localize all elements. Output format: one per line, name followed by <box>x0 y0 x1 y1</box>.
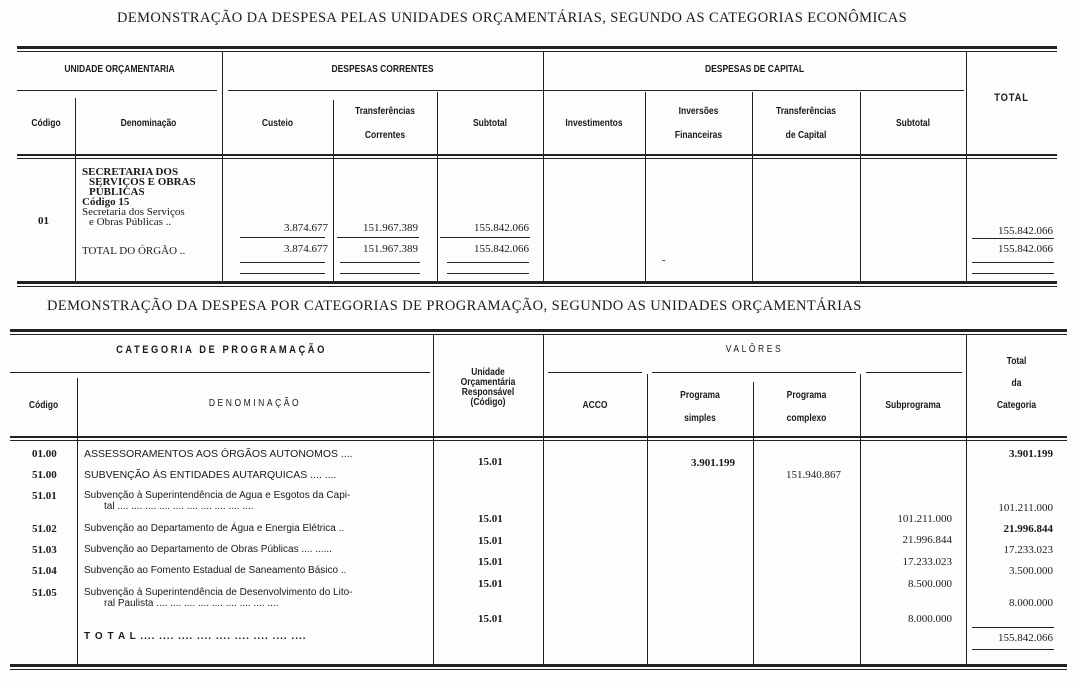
unidade-code: 15.01 <box>478 456 503 468</box>
unidade-code: 15.01 <box>478 578 503 590</box>
header-denominacao: Denominação <box>120 118 177 129</box>
total-categoria-value: 8.000.000 <box>1009 597 1053 609</box>
row-denominacao-line: e Obras Públicas .. <box>89 216 172 228</box>
header-total-categoria: Categoria <box>996 400 1037 411</box>
row-denominacao: Subvenção ao Departamento de Obras Públicas .... ...... <box>84 544 332 555</box>
col-divider <box>966 335 967 664</box>
header-unidade: UNIDADE ORÇAMENTARIA <box>64 64 175 75</box>
rule <box>652 372 856 373</box>
rule <box>17 90 217 91</box>
header-custeio: Custeio <box>261 118 294 129</box>
rule <box>17 46 1057 49</box>
orgao-name <box>82 167 196 207</box>
row-total: 155.842.066 <box>998 225 1053 237</box>
col-divider <box>860 92 861 281</box>
header-codigo: Código <box>28 400 59 411</box>
double-line <box>340 273 420 274</box>
double-line <box>972 273 1054 274</box>
row-denominacao: Subvenção ao Departamento de Água e Energia Elétrica .. <box>84 523 345 534</box>
header-transf-correntes: Correntes <box>364 130 406 141</box>
sum-line <box>240 237 325 238</box>
rule <box>10 372 430 373</box>
header-inversoes: Financeiras <box>674 130 723 141</box>
row-denominacao-cont: ral Paulista .... .... .... .... .... .... .... .... .... <box>104 598 279 609</box>
header-subtotal-capital: Subtotal <box>896 118 930 129</box>
sum-line <box>440 237 530 238</box>
header-unidade-line: Orçamentária <box>460 377 516 388</box>
rule <box>17 158 1057 159</box>
sum-line <box>337 237 419 238</box>
subprograma-value: 101.211.000 <box>897 513 952 525</box>
header-total-categoria: da <box>1011 378 1022 389</box>
orgao-name-line: PÚBLICAS <box>89 186 145 198</box>
header-categoria: CATEGORIA DE PROGRAMAÇÃO <box>116 344 327 356</box>
total-label: T O T A L .... .... .... .... .... .... .... .... .... <box>84 631 307 642</box>
col-divider <box>645 92 646 281</box>
row-codigo: 51.04 <box>32 565 57 577</box>
row-denominacao <box>82 207 185 227</box>
row-denominacao-cont: tal .... .... .... .... .... .... .... .... .... .... <box>104 501 254 512</box>
col-divider <box>543 52 544 281</box>
header-inversoes: Inversões <box>678 106 719 117</box>
col-divider <box>647 374 648 664</box>
rule <box>10 436 1067 438</box>
rule <box>10 664 1067 667</box>
total-categoria-value: 3.901.199 <box>1009 448 1053 460</box>
total-orgao-label: TOTAL DO ÓRGÃO .. <box>82 245 186 257</box>
row-subtotal: 155.842.066 <box>474 222 529 234</box>
header-programa-simples: Programa <box>680 390 720 401</box>
header-subprograma: Subprograma <box>885 400 941 411</box>
unidade-code: 15.01 <box>478 535 503 547</box>
col-divider <box>433 335 434 664</box>
table1-title: DEMONSTRAÇÃO DA DESPESA PELAS UNIDADES ORÇAMENTÁRIAS, SEGUNDO AS CATEGORIAS ECONÔMICAS <box>117 10 908 26</box>
rule <box>10 329 1067 332</box>
rule <box>10 440 1067 441</box>
table2-title: DEMONSTRAÇÃO DA DESPESA POR CATEGORIAS DE PROGRAMAÇÃO, SEGUNDO AS UNIDADES ORÇAMENTÁRIAS <box>47 298 862 314</box>
total-categoria-value: 3.500.000 <box>1009 565 1053 577</box>
header-codigo: Código <box>31 118 61 129</box>
col-divider <box>75 98 76 281</box>
header-despesas-capital: DESPESAS DE CAPITAL <box>704 64 805 75</box>
double-line <box>447 262 529 263</box>
grand-total-value: 155.842.066 <box>998 632 1053 644</box>
double-line <box>240 273 325 274</box>
row-denominacao: SUBVENÇÃO ÀS ENTIDADES AUTARQUICAS .... .... <box>84 469 337 481</box>
total-value: 155.842.066 <box>998 243 1053 255</box>
header-acco: ACCO <box>582 400 608 411</box>
rule <box>17 286 1057 287</box>
rule <box>10 334 1067 335</box>
orgao-name-line: SERVIÇOS E OBRAS <box>89 176 196 188</box>
total-categoria-value: 17.233.023 <box>1003 544 1053 556</box>
unidade-code: 15.01 <box>478 613 503 625</box>
row-transf-correntes: 151.967.389 <box>363 222 418 234</box>
row-codigo: 51.00 <box>32 469 57 481</box>
header-unidade <box>441 368 535 408</box>
header-valores: VALÔRES <box>725 344 784 355</box>
double-line <box>240 262 325 263</box>
double-line <box>340 262 420 263</box>
header-transf-capital: Transferências <box>775 106 837 117</box>
col-divider <box>77 378 78 664</box>
rule <box>17 51 1057 52</box>
rule <box>17 281 1057 284</box>
header-programa-simples: simples <box>684 413 716 424</box>
programa-simples-value: 3.901.199 <box>691 457 735 469</box>
header-unidade-line: Responsável <box>461 387 515 398</box>
unidade-code: 15.01 <box>478 513 503 525</box>
total-custeio: 3.874.677 <box>284 243 328 255</box>
subprograma-value: 17.233.023 <box>902 556 952 568</box>
total-categoria-value: 21.996.844 <box>1003 523 1053 535</box>
row-codigo: 51.01 <box>32 490 57 502</box>
header-programa-complexo: complexo <box>786 413 827 424</box>
header-investimentos: Investimentos <box>565 118 623 129</box>
row-denominacao: ASSESSORAMENTOS AOS ÓRGÃOS AUTONOMOS .... <box>84 448 353 460</box>
row-codigo: 51.02 <box>32 523 57 535</box>
orgao-codigo: Código 15 <box>82 196 130 208</box>
col-divider <box>752 92 753 281</box>
row-custeio: 3.874.677 <box>284 222 328 234</box>
header-transf-capital: de Capital <box>785 130 827 141</box>
subprograma-value: 8.500.000 <box>908 578 952 590</box>
sum-line <box>972 649 1054 650</box>
col-divider <box>543 335 544 664</box>
total-categoria-value: 101.211.000 <box>998 502 1053 514</box>
header-total: TOTAL <box>994 92 1029 104</box>
sum-line <box>972 627 1054 628</box>
sum-line <box>972 238 1054 239</box>
rule <box>228 90 964 91</box>
unidade-code: 15.01 <box>478 556 503 568</box>
total-subtotal: 155.842.066 <box>474 243 529 255</box>
row-codigo: 51.03 <box>32 544 57 556</box>
header-programa-complexo: Programa <box>786 390 827 401</box>
header-total-categoria: Total <box>1006 356 1027 367</box>
row-codigo: 01.00 <box>32 448 57 460</box>
row-denominacao: Subvenção à Superintendência de Desenvolvimento do Lito- <box>84 587 353 598</box>
header-despesas-correntes: DESPESAS CORRENTES <box>331 64 434 75</box>
subprograma-value: 8.000.000 <box>908 613 952 625</box>
rule <box>10 669 1067 670</box>
header-unidade-line: Unidade <box>471 367 505 378</box>
rule <box>548 372 642 373</box>
orgao-name-line: SECRETARIA DOS <box>82 166 179 178</box>
double-line <box>972 262 1054 263</box>
row-denominacao: Subvenção à Superintendência de Agua e Esgotos da Capi- <box>84 490 351 501</box>
row-codigo: 51.05 <box>32 587 57 599</box>
col-divider <box>753 382 754 664</box>
programa-complexo-value: 151.940.867 <box>786 469 841 481</box>
total-transf-correntes: 151.967.389 <box>363 243 418 255</box>
rule <box>866 372 962 373</box>
header-transf-correntes: Transferências <box>354 106 416 117</box>
header-unidade-line: (Código) <box>470 397 506 408</box>
header-subtotal-correntes: Subtotal <box>473 118 507 129</box>
subprograma-value: 21.996.844 <box>902 534 952 546</box>
rule <box>17 154 1057 156</box>
row-codigo: 01 <box>38 215 49 227</box>
row-denominacao: Subvenção ao Fomento Estadual de Saneamento Básico .. <box>84 565 347 576</box>
header-denominacao: DENOMINAÇÃO <box>208 398 302 409</box>
total-capital-dash: - <box>662 254 666 266</box>
row-denominacao-line: Secretaria dos Serviços <box>82 206 185 218</box>
double-line <box>447 273 529 274</box>
